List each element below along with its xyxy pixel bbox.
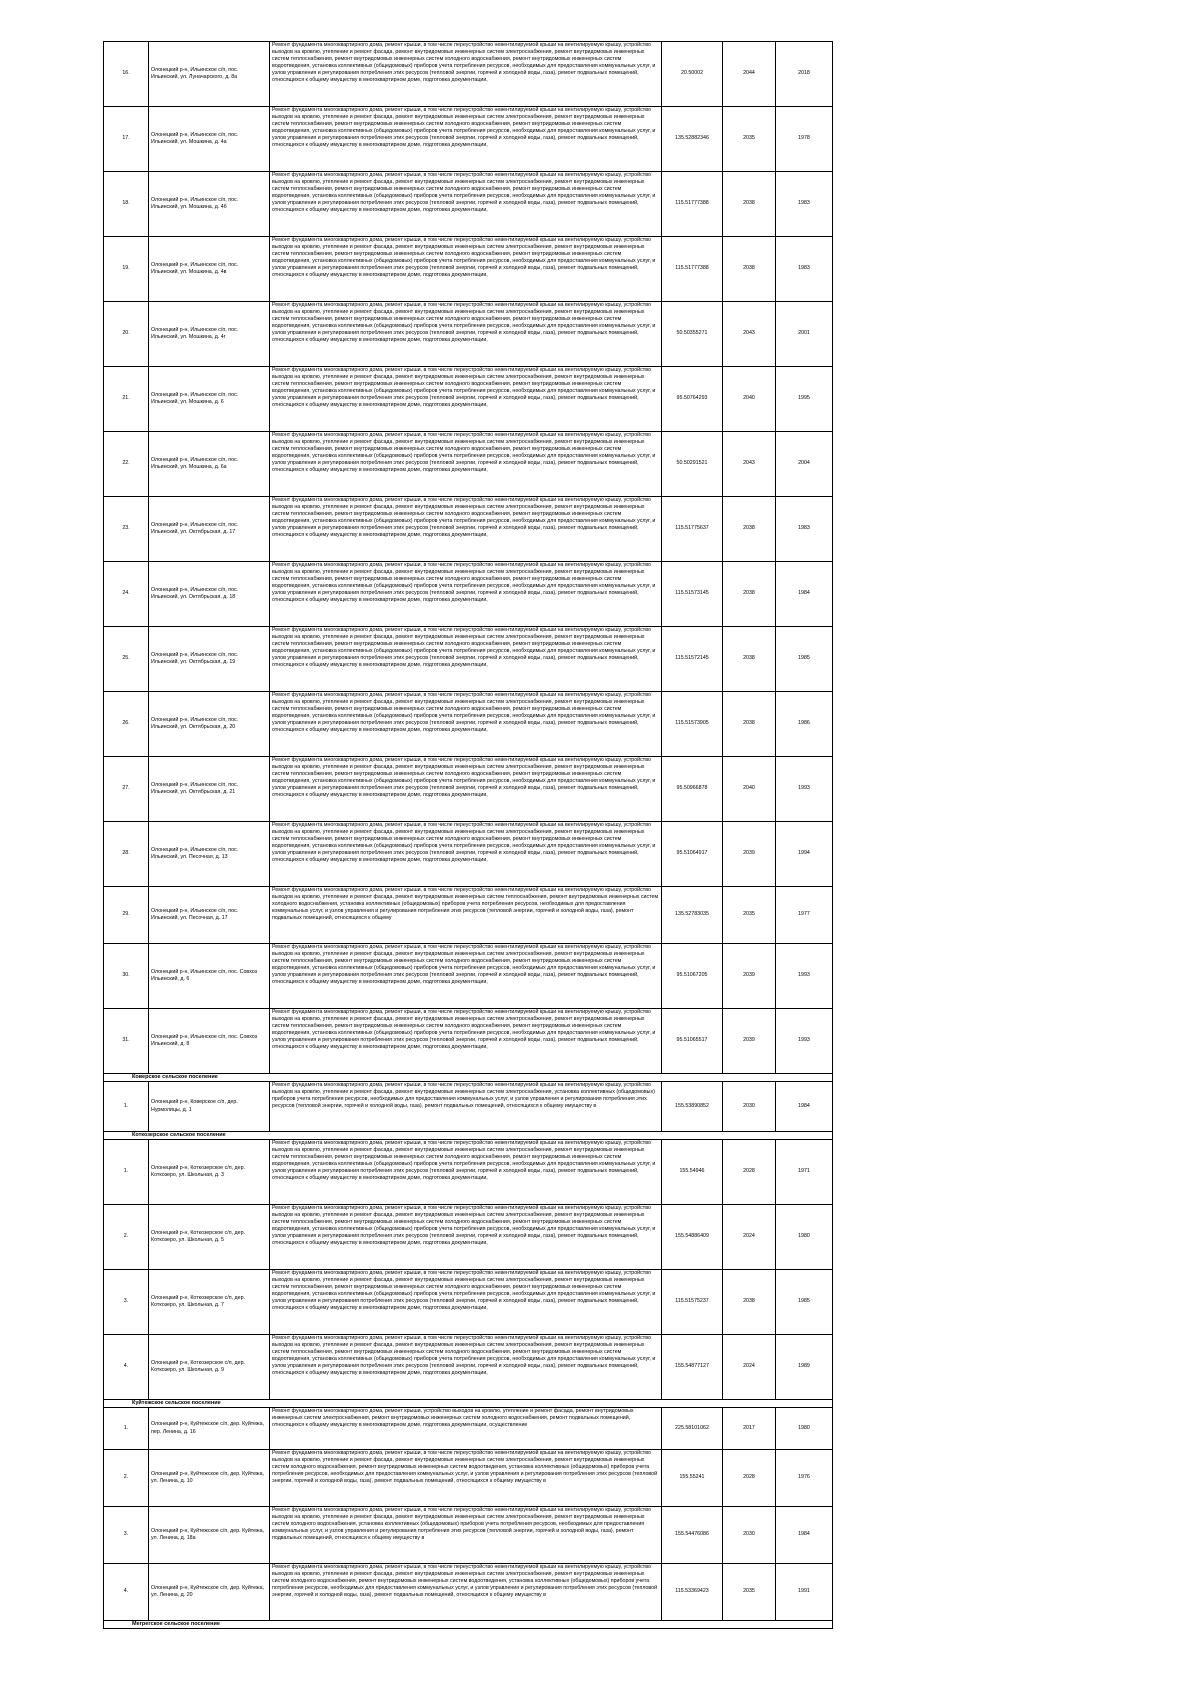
build-year-cell: 1980 bbox=[776, 1408, 833, 1450]
address-cell: Олонецкий р-н, Коткозерское с/п, дер. Коткозеро, ул. Школьная, д. 5 bbox=[149, 1205, 270, 1270]
build-year-cell: 1984 bbox=[776, 1507, 833, 1564]
address-cell: Олонецкий р-н, Ильинское с/п, пос. Ильинский, ул. Мошкина, д. 4б bbox=[149, 172, 270, 237]
table-row bbox=[104, 1140, 833, 1205]
table-row bbox=[104, 42, 833, 107]
repair-year-cell: 2039 bbox=[723, 1009, 776, 1074]
table-row bbox=[104, 1507, 833, 1564]
table-row bbox=[104, 497, 833, 562]
repair-year-cell: 2040 bbox=[723, 367, 776, 432]
repair-year-cell: 2043 bbox=[723, 432, 776, 497]
cost-cell: 95.51064917 bbox=[662, 822, 723, 887]
cost-cell: 20.50002 bbox=[662, 42, 723, 107]
works-description-cell bbox=[270, 887, 662, 944]
row-number-cell: 28. bbox=[104, 822, 149, 887]
row-number-cell: 4. bbox=[104, 1564, 149, 1621]
repair-year-cell: 2038 bbox=[723, 692, 776, 757]
works-text: Ремонт фундамента многоквартирного дома, ремонт крыши, в том числе переустройство невентилируемой крыши на вентилируемую крышу, устройство выходов на кровлю, утепление и ремонт фасада, ремонт внутридомовых инженерных систем электроснабжения, ремонт внутридомовых инженерных систем теплоснабжения, ремонт внутридомовых инженерных систем холодного водоснабжения, ремонт внутридомовых инженерных систем водоотведения, установка коллективных (общедомовых) приборов учета потребления ресурсов, необходимых для предоставления коммунальных услуг, и узлов управления и регулирования потребления этих ресурсов (тепловой энергии, горячей и холодной воды, газа), ремонт подвальных помещений, относящихся к общему имуществу в многоквартирном доме, подготовка документации, bbox=[272, 944, 656, 986]
repair-year-cell: 2040 bbox=[723, 757, 776, 822]
row-number-cell: 3. bbox=[104, 1270, 149, 1335]
build-year-cell: 1977 bbox=[776, 887, 833, 944]
table-row bbox=[104, 1270, 833, 1335]
build-year-cell: 1984 bbox=[776, 562, 833, 627]
works-description-cell bbox=[270, 692, 662, 757]
table-row bbox=[104, 367, 833, 432]
table-row bbox=[104, 562, 833, 627]
works-text: Ремонт фундамента многоквартирного дома, ремонт крыши, в том числе переустройство невентилируемой крыши на вентилируемую крышу, устройство выходов на кровлю, утепление и ремонт фасада, ремонт внутридомовых инженерных систем электроснабжения, ремонт внутридомовых инженерных систем теплоснабжения, ремонт внутридомовых инженерных систем холодного водоснабжения, ремонт внутридомовых инженерных систем водоотведения, установка коллективных (общедомовых) приборов учета потребления ресурсов, необходимых для предоставления коммунальных услуг, и узлов управления и регулирования потребления этих ресурсов (тепловой энергии, горячей и холодной воды, газа), ремонт подвальных помещений, относящихся к общему имуществу в многоквартирном доме, подготовка документации, bbox=[272, 757, 656, 799]
works-text: Ремонт фундамента многоквартирного дома, ремонт крыши, в том числе переустройство невентилируемой крыши на вентилируемую крышу, устройство выходов на кровлю, утепление и ремонт фасада, ремонт внутридомовых инженерных систем электроснабжения, ремонт внутридомовых инженерных систем теплоснабжения, ремонт внутридомовых инженерных систем холодного водоснабжения, ремонт внутридомовых инженерных систем водоотведения, установка коллективных (общедомовых) приборов учета потребления ресурсов, необходимых для предоставления коммунальных услуг, и узлов управления и регулирования потребления этих ресурсов (тепловой энергии, горячей и холодной воды, газа), ремонт подвальных помещений, относящихся к общему имуществу в многоквартирном доме, подготовка документации, bbox=[272, 1140, 656, 1182]
cost-cell: 225.58101062 bbox=[662, 1408, 723, 1450]
works-text: Ремонт фундамента многоквартирного дома, ремонт крыши, в том числе переустройство невентилируемой крыши на вентилируемую крышу, устройство выходов на кровлю, утепление и ремонт фасада, ремонт внутридомовых инженерных систем электроснабжения, ремонт внутридомовых инженерных систем теплоснабжения, ремонт внутридомовых инженерных систем холодного водоснабжения, ремонт внутридомовых инженерных систем водоотведения, установка коллективных (общедомовых) приборов учета потребления ресурсов, необходимых для предоставления коммунальных услуг, и узлов управления и регулирования потребления этих ресурсов (тепловой энергии, горячей и холодной воды, газа), ремонт подвальных помещений, относящихся к общему имуществу в многоквартирном доме, подготовка документации, bbox=[272, 1009, 656, 1051]
address-cell: Олонецкий р-н, Ильинское с/п, пос. Ильинский, ул. Мошкина, д. 4г bbox=[149, 302, 270, 367]
cost-cell: 155.54476086 bbox=[662, 1507, 723, 1564]
cost-cell: 115.51777388 bbox=[662, 172, 723, 237]
build-year-cell: 1995 bbox=[776, 367, 833, 432]
repair-year-cell: 2030 bbox=[723, 1507, 776, 1564]
works-description-cell bbox=[270, 107, 662, 172]
repair-year-cell: 2038 bbox=[723, 237, 776, 302]
row-number-cell: 22. bbox=[104, 432, 149, 497]
row-number-cell: 31. bbox=[104, 1009, 149, 1074]
works-description-cell bbox=[270, 302, 662, 367]
cost-cell: 155.54877127 bbox=[662, 1335, 723, 1400]
section-header-row bbox=[104, 1400, 833, 1408]
row-number-cell: 24. bbox=[104, 562, 149, 627]
address-cell: Олонецкий р-н, Ильинское с/п, пос. Ильинский, ул. Песочная, д. 13 bbox=[149, 822, 270, 887]
row-number-cell: 1. bbox=[104, 1408, 149, 1450]
section-header-row bbox=[104, 1074, 833, 1082]
address-cell: Олонецкий р-н, Коткозерское с/п, дер. Коткозеро, ул. Школьная, д. 7 bbox=[149, 1270, 270, 1335]
section-header-row bbox=[104, 1621, 833, 1629]
build-year-cell: 1986 bbox=[776, 692, 833, 757]
build-year-cell: 1983 bbox=[776, 237, 833, 302]
repair-year-cell: 2043 bbox=[723, 302, 776, 367]
row-number-cell: 2. bbox=[104, 1205, 149, 1270]
works-text: Ремонт фундамента многоквартирного дома, ремонт крыши, в том числе переустройство невентилируемой крыши на вентилируемую крышу, устройство выходов на кровлю, утепление и ремонт фасада, ремонт внутридомовых инженерных систем электроснабжения, ремонт внутридомовых инженерных систем холодного водоснабжения, ремонт внутридомовых инженерных систем водоотведения, установка коллективных (общедомовых) приборов учета потребления ресурсов, необходимых для предоставления коммунальных услуг, и узлов управления и регулирования потребления этих ресурсов (тепловой энергии, горячей и холодной воды, газа), ремонт подвальных помещений, относящихся к общему имуществу в bbox=[272, 1564, 658, 1599]
works-text: Ремонт фундамента многоквартирного дома, ремонт крыши, в том числе переустройство невентилируемой крыши на вентилируемую крышу, устройство выходов на кровлю, утепление и ремонт фасада, ремонт внутридомовых инженерных систем электроснабжения, ремонт внутридомовых инженерных систем холодного водоснабжения, ремонт внутридомовых инженерных систем водоотведения, установка коллективных (общедомовых) приборов учета потребления ресурсов, необходимых для предоставления коммунальных услуг, и узлов управления и регулирования потребления этих ресурсов (тепловой энергии, горячей и холодной воды, газа), ремонт подвальных помещений, относящихся к общему имуществу в bbox=[272, 1450, 658, 1485]
address-cell: Олонецкий р-н, Куйтежское с/п, дер. Куйтежа, ул. Ленина, д. 18а bbox=[149, 1507, 270, 1564]
row-number-cell: 17. bbox=[104, 107, 149, 172]
table-row bbox=[104, 237, 833, 302]
repair-year-cell: 2038 bbox=[723, 497, 776, 562]
row-number-cell: 27. bbox=[104, 757, 149, 822]
row-number-cell: 25. bbox=[104, 627, 149, 692]
build-year-cell: 1993 bbox=[776, 944, 833, 1009]
row-number-cell: 3. bbox=[104, 1507, 149, 1564]
table-row bbox=[104, 172, 833, 237]
build-year-cell: 1976 bbox=[776, 1450, 833, 1507]
works-text: Ремонт фундамента многоквартирного дома, ремонт крыши, устройство выходов на кровлю, утепление и ремонт фасада, ремонт внутридомовых инженерных систем электроснабжения, ремонт внутридомовых инженерных систем холодного водоснабжения, ремонт подвальных помещений, относящихся к общему имуществу в многоквартирном доме, подготовка документации, осуществление bbox=[272, 1408, 634, 1429]
address-cell: Олонецкий р-н, Куйтежское с/п, дер. Куйтежа, ул. Ленина, д. 10 bbox=[149, 1450, 270, 1507]
works-description-cell bbox=[270, 1009, 662, 1074]
table-row bbox=[104, 302, 833, 367]
repair-year-cell: 2024 bbox=[723, 1205, 776, 1270]
build-year-cell: 1991 bbox=[776, 1564, 833, 1621]
build-year-cell: 1983 bbox=[776, 497, 833, 562]
works-text: Ремонт фундамента многоквартирного дома, ремонт крыши, в том числе переустройство невентилируемой крыши на вентилируемую крышу, устройство выходов на кровлю, утепление и ремонт фасада, ремонт внутридомовых инженерных систем электроснабжения, ремонт внутридомовых инженерных систем теплоснабжения, ремонт внутридомовых инженерных систем холодного водоснабжения, ремонт внутридомовых инженерных систем водоотведения, установка коллективных (общедомовых) приборов учета потребления ресурсов, необходимых для предоставления коммунальных услуг, и узлов управления и регулирования потребления этих ресурсов (тепловой энергии, горячей и холодной воды, газа), ремонт подвальных помещений, относящихся к общему имуществу в многоквартирном доме, подготовка документации, bbox=[272, 432, 656, 474]
build-year-cell: 1993 bbox=[776, 1009, 833, 1074]
table-row bbox=[104, 1205, 833, 1270]
section-title: Коткозерское сельское поселение bbox=[104, 1132, 833, 1140]
cost-cell: 115.53369423 bbox=[662, 1564, 723, 1621]
repair-year-cell: 2038 bbox=[723, 1270, 776, 1335]
address-cell: Олонецкий р-н, Ильинское с/п, пос. Ильинский, ул. Октябрьская, д. 18 bbox=[149, 562, 270, 627]
works-text: Ремонт фундамента многоквартирного дома, ремонт крыши, в том числе переустройство невентилируемой крыши на вентилируемую крышу, устройство выходов на кровлю, утепление и ремонт фасада, ремонт внутридомовых инженерных систем электроснабжения, ремонт внутридомовых инженерных систем теплоснабжения, ремонт внутридомовых инженерных систем холодного водоснабжения, ремонт внутридомовых инженерных систем водоотведения, установка коллективных (общедомовых) приборов учета потребления ресурсов, необходимых для предоставления коммунальных услуг, и узлов управления и регулирования потребления этих ресурсов (тепловой энергии, горячей и холодной воды, газа), ремонт подвальных помещений, относящихся к общему имуществу в многоквартирном доме, подготовка документации, bbox=[272, 172, 656, 214]
works-text: Ремонт фундамента многоквартирного дома, ремонт крыши, в том числе переустройство невентилируемой крыши на вентилируемую крышу, устройство выходов на кровлю, утепление и ремонт фасада, ремонт внутридомовых инженерных систем электроснабжения, ремонт внутридомовых инженерных систем теплоснабжения, ремонт внутридомовых инженерных систем холодного водоснабжения, ремонт внутридомовых инженерных систем водоотведения, установка коллективных (общедомовых) приборов учета потребления ресурсов, необходимых для предоставления коммунальных услуг, и узлов управления и регулирования потребления этих ресурсов (тепловой энергии, горячей и холодной воды, газа), ремонт подвальных помещений, относящихся к общему имуществу в многоквартирном доме, подготовка документации, bbox=[272, 562, 656, 604]
schedule-table-page bbox=[103, 41, 810, 1629]
works-description-cell bbox=[270, 822, 662, 887]
row-number-cell: 18. bbox=[104, 172, 149, 237]
works-description-cell bbox=[270, 1450, 662, 1507]
works-description-cell bbox=[270, 42, 662, 107]
row-number-cell: 4. bbox=[104, 1335, 149, 1400]
works-text: Ремонт фундамента многоквартирного дома, ремонт крыши, в том числе переустройство невентилируемой крыши на вентилируемую крышу, устройство выходов на кровлю, утепление и ремонт фасада, ремонт внутридомовых инженерных систем электроснабжения, ремонт внутридомовых инженерных систем теплоснабжения, ремонт внутридомовых инженерных систем холодного водоснабжения, ремонт внутридомовых инженерных систем водоотведения, установка коллективных (общедомовых) приборов учета потребления ресурсов, необходимых для предоставления коммунальных услуг, и узлов управления и регулирования потребления этих ресурсов (тепловой энергии, горячей и холодной воды, газа), ремонт подвальных помещений, относящихся к общему имуществу в многоквартирном доме, подготовка документации, bbox=[272, 302, 656, 344]
repair-year-cell: 2035 bbox=[723, 107, 776, 172]
table-row bbox=[104, 432, 833, 497]
works-text: Ремонт фундамента многоквартирного дома, ремонт крыши, в том числе переустройство невентилируемой крыши на вентилируемую крышу, устройство выходов на кровлю, утепление и ремонт фасада, ремонт внутридомовых инженерных систем электроснабжения, ремонт внутридомовых инженерных систем теплоснабжения, ремонт внутридомовых инженерных систем холодного водоснабжения, ремонт внутридомовых инженерных систем водоотведения, установка коллективных (общедомовых) приборов учета потребления ресурсов, необходимых для предоставления коммунальных услуг, и узлов управления и регулирования потребления этих ресурсов (тепловой энергии, горячей и холодной воды, газа), ремонт подвальных помещений, относящихся к общему имуществу в многоквартирном доме, подготовка документации, bbox=[272, 822, 656, 864]
address-cell: Олонецкий р-н, Коткозерское с/п, дер. Коткозеро, ул. Школьная, д. 3 bbox=[149, 1140, 270, 1205]
repair-year-cell: 2035 bbox=[723, 887, 776, 944]
works-description-cell bbox=[270, 1335, 662, 1400]
cost-cell: 115.51572145 bbox=[662, 627, 723, 692]
table-row bbox=[104, 1450, 833, 1507]
repair-year-cell: 2017 bbox=[723, 1408, 776, 1450]
address-cell: Олонецкий р-н, Ильинское с/п, пос. Ильинский, ул. Мошкина, д. 6 bbox=[149, 367, 270, 432]
repair-year-cell: 2044 bbox=[723, 42, 776, 107]
works-text: Ремонт фундамента многоквартирного дома, ремонт крыши, в том числе переустройство невентилируемой крыши на вентилируемую крышу, устройство выходов на кровлю, утепление и ремонт фасада, ремонт внутридомовых инженерных систем электроснабжения, ремонт внутридомовых инженерных систем теплоснабжения, ремонт внутридомовых инженерных систем холодного водоснабжения, ремонт внутридомовых инженерных систем водоотведения, установка коллективных (общедомовых) приборов учета потребления ресурсов, необходимых для предоставления коммунальных услуг, и узлов управления и регулирования потребления этих ресурсов (тепловой энергии, горячей и холодной воды, газа), ремонт подвальных помещений, относящихся к общему имуществу в многоквартирном доме, подготовка документации, bbox=[272, 627, 656, 669]
build-year-cell: 1978 bbox=[776, 107, 833, 172]
section-title: Мегрегское сельское поселение bbox=[104, 1621, 833, 1629]
build-year-cell: 1971 bbox=[776, 1140, 833, 1205]
address-cell: Олонецкий р-н, Ильинское с/п, пос. Ильинский, ул. Луначарского, д. 8а bbox=[149, 42, 270, 107]
cost-cell: 135.52882346 bbox=[662, 107, 723, 172]
address-cell: Олонецкий р-н, Ильинское с/п, пос. Ильинский, ул. Октябрьская, д. 21 bbox=[149, 757, 270, 822]
works-description-cell bbox=[270, 497, 662, 562]
table-row bbox=[104, 887, 833, 944]
address-cell: Олонецкий р-н, Коткозерское с/п, дер. Коткозеро, ул. Школьная, д. 9 bbox=[149, 1335, 270, 1400]
build-year-cell: 2004 bbox=[776, 432, 833, 497]
address-cell: Олонецкий р-н, Ильинское с/п, пос. Совхоз Ильинский, д. 8 bbox=[149, 1009, 270, 1074]
row-number-cell: 29. bbox=[104, 887, 149, 944]
works-text: Ремонт фундамента многоквартирного дома, ремонт крыши, в том числе переустройство невентилируемой крыши на вентилируемую крышу, устройство выходов на кровлю, утепление и ремонт фасада, ремонт внутридомовых инженерных систем электроснабжения, ремонт внутридомовых инженерных систем теплоснабжения, ремонт внутридомовых инженерных систем холодного водоснабжения, ремонт внутридомовых инженерных систем водоотведения, установка коллективных (общедомовых) приборов учета потребления ресурсов, необходимых для предоставления коммунальных услуг, и узлов управления и регулирования потребления этих ресурсов (тепловой энергии, горячей и холодной воды, газа), ремонт подвальных помещений, относящихся к общему имуществу в многоквартирном доме, подготовка документации, bbox=[272, 42, 656, 84]
works-text: Ремонт фундамента многоквартирного дома, ремонт крыши, в том числе переустройство невентилируемой крыши на вентилируемую крышу, устройство выходов на кровлю, утепление и ремонт фасада, ремонт внутридомовых инженерных систем электроснабжения, ремонт внутридомовых инженерных систем теплоснабжения, ремонт внутридомовых инженерных систем холодного водоснабжения, ремонт внутридомовых инженерных систем водоотведения, установка коллективных (общедомовых) приборов учета потребления ресурсов, необходимых для предоставления коммунальных услуг, и узлов управления и регулирования потребления этих ресурсов (тепловой энергии, горячей и холодной воды, газа), ремонт подвальных помещений, относящихся к общему имуществу в многоквартирном доме, подготовка документации, bbox=[272, 107, 656, 149]
works-text: Ремонт фундамента многоквартирного дома, ремонт крыши, в том числе переустройство невентилируемой крыши на вентилируемую крышу, устройство выходов на кровлю, утепление и ремонт фасада, ремонт внутридомовых инженерных систем электроснабжения, ремонт внутридомовых инженерных систем теплоснабжения, ремонт внутридомовых инженерных систем холодного водоснабжения, ремонт внутридомовых инженерных систем водоотведения, установка коллективных (общедомовых) приборов учета потребления ресурсов, необходимых для предоставления коммунальных услуг, и узлов управления и регулирования потребления этих ресурсов (тепловой энергии, горячей и холодной воды, газа), ремонт подвальных помещений, относящихся к общему имуществу в многоквартирном доме, подготовка документации, bbox=[272, 237, 656, 279]
repair-year-cell: 2038 bbox=[723, 172, 776, 237]
build-year-cell: 1985 bbox=[776, 627, 833, 692]
repair-year-cell: 2028 bbox=[723, 1140, 776, 1205]
address-cell: Олонецкий р-н, Куйтежское с/п, дер. Куйтежа, ул. Ленина, д. 20 bbox=[149, 1564, 270, 1621]
repair-year-cell: 2024 bbox=[723, 1335, 776, 1400]
address-cell: Олонецкий р-н, Ильинское с/п, пос. Совхоз Ильинский, д. 6 bbox=[149, 944, 270, 1009]
build-year-cell: 1980 bbox=[776, 1205, 833, 1270]
works-text: Ремонт фундамента многоквартирного дома, ремонт крыши, в том числе переустройство невентилируемой крыши на вентилируемую крышу, устройство выходов на кровлю, утепление и ремонт фасада, ремонт внутридомовых инженерных систем электроснабжения, установка коллективных (общедомовых) приборов учета потребления ресурсов, необходимых для предоставления коммунальных услуг, и узлов управления и регулирования потребления этих ресурсов (тепловой энергии, горячей и холодной воды, газа), ремонт подвальных помещений, относящихся к общему имуществу в bbox=[272, 1082, 655, 1110]
cost-cell: 50.50291521 bbox=[662, 432, 723, 497]
address-cell: Олонецкий р-н, Ильинское с/п, пос. Ильинский, ул. Октябрьская, д. 19 bbox=[149, 627, 270, 692]
address-cell: Олонецкий р-н, Ильинское с/п, пос. Ильинский, ул. Песочная, д. 17 bbox=[149, 887, 270, 944]
address-cell: Олонецкий р-н, Куйтежское с/п, дер. Куйтежа, пер. Ленина, д. 16 bbox=[149, 1408, 270, 1450]
works-description-cell bbox=[270, 237, 662, 302]
build-year-cell: 1984 bbox=[776, 1082, 833, 1132]
works-description-cell bbox=[270, 1564, 662, 1621]
capital-repair-table bbox=[103, 41, 833, 1629]
table-row bbox=[104, 1082, 833, 1132]
build-year-cell: 1989 bbox=[776, 1335, 833, 1400]
row-number-cell: 21. bbox=[104, 367, 149, 432]
cost-cell: 115.51775637 bbox=[662, 497, 723, 562]
row-number-cell: 19. bbox=[104, 237, 149, 302]
address-cell: Олонецкий р-н, Ильинское с/п, пос. Ильинский, ул. Мошкина, д. 4в bbox=[149, 237, 270, 302]
works-description-cell bbox=[270, 1082, 662, 1132]
works-text: Ремонт фундамента многоквартирного дома, ремонт крыши, в том числе переустройство невентилируемой крыши на вентилируемую крышу, устройство выходов на кровлю, утепление и ремонт фасада, ремонт внутридомовых инженерных систем электроснабжения, ремонт внутридомовых инженерных систем теплоснабжения, ремонт внутридомовых инженерных систем холодного водоснабжения, ремонт внутридомовых инженерных систем водоотведения, установка коллективных (общедомовых) приборов учета потребления ресурсов, необходимых для предоставления коммунальных услуг, и узлов управления и регулирования потребления этих ресурсов (тепловой энергии, горячей и холодной воды, газа), ремонт подвальных помещений, относящихся к общему имуществу в многоквартирном доме, подготовка документации, bbox=[272, 497, 656, 539]
works-description-cell bbox=[270, 944, 662, 1009]
build-year-cell: 1983 bbox=[776, 172, 833, 237]
table-row bbox=[104, 822, 833, 887]
works-description-cell bbox=[270, 1270, 662, 1335]
works-description-cell bbox=[270, 1140, 662, 1205]
cost-cell: 115.51575237 bbox=[662, 1270, 723, 1335]
row-number-cell: 20. bbox=[104, 302, 149, 367]
table-row bbox=[104, 1564, 833, 1621]
repair-year-cell: 2039 bbox=[723, 944, 776, 1009]
build-year-cell: 2001 bbox=[776, 302, 833, 367]
works-description-cell bbox=[270, 1408, 662, 1450]
cost-cell: 95.51067205 bbox=[662, 944, 723, 1009]
table-row bbox=[104, 1335, 833, 1400]
repair-year-cell: 2030 bbox=[723, 1082, 776, 1132]
address-cell: Олонецкий р-н, Ильинское с/п, пос. Ильинский, ул. Октябрьская, д. 17 bbox=[149, 497, 270, 562]
cost-cell: 155.54886409 bbox=[662, 1205, 723, 1270]
works-text: Ремонт фундамента многоквартирного дома, ремонт крыши, в том числе переустройство невентилируемой крыши на вентилируемую крышу, устройство выходов на кровлю, утепление и ремонт фасада, ремонт внутридомовых инженерных систем электроснабжения, ремонт внутридомовых инженерных систем теплоснабжения, ремонт внутридомовых инженерных систем холодного водоснабжения, ремонт внутридомовых инженерных систем водоотведения, установка коллективных (общедомовых) приборов учета потребления ресурсов, необходимых для предоставления коммунальных услуг, и узлов управления и регулирования потребления этих ресурсов (тепловой энергии, горячей и холодной воды, газа), ремонт подвальных помещений, относящихся к общему имуществу в многоквартирном доме, подготовка документации, bbox=[272, 1270, 656, 1312]
works-description-cell bbox=[270, 562, 662, 627]
works-description-cell bbox=[270, 627, 662, 692]
row-number-cell: 26. bbox=[104, 692, 149, 757]
works-text: Ремонт фундамента многоквартирного дома, ремонт крыши, в том числе переустройство невентилируемой крыши на вентилируемую крышу, устройство выходов на кровлю, утепление и ремонт фасада, ремонт внутридомовых инженерных систем электроснабжения, ремонт внутридомовых инженерных систем теплоснабжения, ремонт внутридомовых инженерных систем холодного водоснабжения, ремонт внутридомовых инженерных систем водоотведения, установка коллективных (общедомовых) приборов учета потребления ресурсов, необходимых для предоставления коммунальных услуг, и узлов управления и регулирования потребления этих ресурсов (тепловой энергии, горячей и холодной воды, газа), ремонт подвальных помещений, относящихся к общему имуществу в многоквартирном доме, подготовка документации, bbox=[272, 1205, 656, 1247]
address-cell: Олонецкий р-н, Ильинское с/п, пос. Ильинский, ул. Мошкина, д. 4а bbox=[149, 107, 270, 172]
table-row bbox=[104, 1009, 833, 1074]
cost-cell: 155.54946 bbox=[662, 1140, 723, 1205]
works-text: Ремонт фундамента многоквартирного дома, ремонт крыши, в том числе переустройство невентилируемой крыши на вентилируемую крышу, устройство выходов на кровлю, утепление и ремонт фасада, ремонт внутридомовых инженерных систем электроснабжения, ремонт внутридомовых инженерных систем теплоснабжения, ремонт внутридомовых инженерных систем холодного водоснабжения, ремонт внутридомовых инженерных систем водоотведения, установка коллективных (общедомовых) приборов учета потребления ресурсов, необходимых для предоставления коммунальных услуг, и узлов управления и регулирования потребления этих ресурсов (тепловой энергии, горячей и холодной воды, газа), ремонт подвальных помещений, относящихся к общему имуществу в многоквартирном доме, подготовка документации, bbox=[272, 367, 656, 409]
table-row bbox=[104, 107, 833, 172]
works-text: Ремонт фундамента многоквартирного дома, ремонт крыши, в том числе переустройство невентилируемой крыши на вентилируемую крышу, устройство выходов на кровлю, утепление и ремонт фасада, ремонт внутридомовых инженерных систем теплоснабжения, ремонт внутридомовых инженерных систем холодного водоснабжения, установка коллективных (общедомовых) приборов учета потребления ресурсов, необходимых для предоставления коммунальных услуг, и узлов управления и регулирования потребления этих ресурсов (тепловой энергии, горячей и холодной воды, газа), ремонт подвальных помещений, относящихся к общему bbox=[272, 887, 659, 922]
works-description-cell bbox=[270, 757, 662, 822]
build-year-cell: 1985 bbox=[776, 1270, 833, 1335]
works-description-cell bbox=[270, 367, 662, 432]
cost-cell: 155.53890852 bbox=[662, 1082, 723, 1132]
build-year-cell: 2018 bbox=[776, 42, 833, 107]
repair-year-cell: 2038 bbox=[723, 562, 776, 627]
cost-cell: 135.52783035 bbox=[662, 887, 723, 944]
build-year-cell: 1994 bbox=[776, 822, 833, 887]
table-row bbox=[104, 627, 833, 692]
row-number-cell: 23. bbox=[104, 497, 149, 562]
table-row bbox=[104, 1408, 833, 1450]
works-text: Ремонт фундамента многоквартирного дома, ремонт крыши, в том числе переустройство невентилируемой крыши на вентилируемую крышу, устройство выходов на кровлю, утепление и ремонт фасада, ремонт внутридомовых инженерных систем электроснабжения, ремонт внутридомовых инженерных систем холодного водоснабжения, установка коллективных (общедомовых) приборов учета потребления ресурсов, необходимых для предоставления коммунальных услуг, и узлов управления и регулирования потребления этих ресурсов (тепловой энергии, горячей и холодной воды, газа), ремонт подвальных помещений, относящихся к общему имуществу в bbox=[272, 1507, 651, 1542]
section-title: Коверское сельское поселение bbox=[104, 1074, 833, 1082]
repair-year-cell: 2028 bbox=[723, 1450, 776, 1507]
works-text: Ремонт фундамента многоквартирного дома, ремонт крыши, в том числе переустройство невентилируемой крыши на вентилируемую крышу, устройство выходов на кровлю, утепление и ремонт фасада, ремонт внутридомовых инженерных систем электроснабжения, ремонт внутридомовых инженерных систем теплоснабжения, ремонт внутридомовых инженерных систем холодного водоснабжения, ремонт внутридомовых инженерных систем водоотведения, установка коллективных (общедомовых) приборов учета потребления ресурсов, необходимых для предоставления коммунальных услуг, и узлов управления и регулирования потребления этих ресурсов (тепловой энергии, горячей и холодной воды, газа), ремонт подвальных помещений, относящихся к общему имуществу в многоквартирном доме, подготовка документации, bbox=[272, 1335, 656, 1377]
repair-year-cell: 2035 bbox=[723, 1564, 776, 1621]
works-text: Ремонт фундамента многоквартирного дома, ремонт крыши, в том числе переустройство невентилируемой крыши на вентилируемую крышу, устройство выходов на кровлю, утепление и ремонт фасада, ремонт внутридомовых инженерных систем электроснабжения, ремонт внутридомовых инженерных систем теплоснабжения, ремонт внутридомовых инженерных систем холодного водоснабжения, ремонт внутридомовых инженерных систем водоотведения, установка коллективных (общедомовых) приборов учета потребления ресурсов, необходимых для предоставления коммунальных услуг, и узлов управления и регулирования потребления этих ресурсов (тепловой энергии, горячей и холодной воды, газа), ремонт подвальных помещений, относящихся к общему имуществу в многоквартирном доме, подготовка документации, bbox=[272, 692, 656, 734]
section-header-row bbox=[104, 1132, 833, 1140]
cost-cell: 155.55241 bbox=[662, 1450, 723, 1507]
row-number-cell: 1. bbox=[104, 1082, 149, 1132]
row-number-cell: 16. bbox=[104, 42, 149, 107]
table-row bbox=[104, 757, 833, 822]
table-row bbox=[104, 944, 833, 1009]
cost-cell: 115.51573145 bbox=[662, 562, 723, 627]
works-description-cell bbox=[270, 432, 662, 497]
cost-cell: 50.50355271 bbox=[662, 302, 723, 367]
section-title: Куйтежское сельское поселение bbox=[104, 1400, 833, 1408]
cost-cell: 95.50764293 bbox=[662, 367, 723, 432]
cost-cell: 95.51065517 bbox=[662, 1009, 723, 1074]
build-year-cell: 1993 bbox=[776, 757, 833, 822]
row-number-cell: 2. bbox=[104, 1450, 149, 1507]
cost-cell: 115.51573905 bbox=[662, 692, 723, 757]
address-cell: Олонецкий р-н, Ильинское с/п, пос. Ильинский, ул. Мошкина, д. 6а bbox=[149, 432, 270, 497]
address-cell: Олонецкий р-н, Коверское с/п, дер. Нурмолицы, д. 1 bbox=[149, 1082, 270, 1132]
row-number-cell: 1. bbox=[104, 1140, 149, 1205]
row-number-cell: 30. bbox=[104, 944, 149, 1009]
table-row bbox=[104, 692, 833, 757]
repair-year-cell: 2038 bbox=[723, 627, 776, 692]
cost-cell: 95.50966878 bbox=[662, 757, 723, 822]
works-description-cell bbox=[270, 1507, 662, 1564]
cost-cell: 115.51777388 bbox=[662, 237, 723, 302]
address-cell: Олонецкий р-н, Ильинское с/п, пос. Ильинский, ул. Октябрьская, д. 20 bbox=[149, 692, 270, 757]
works-description-cell bbox=[270, 1205, 662, 1270]
repair-year-cell: 2039 bbox=[723, 822, 776, 887]
works-description-cell bbox=[270, 172, 662, 237]
